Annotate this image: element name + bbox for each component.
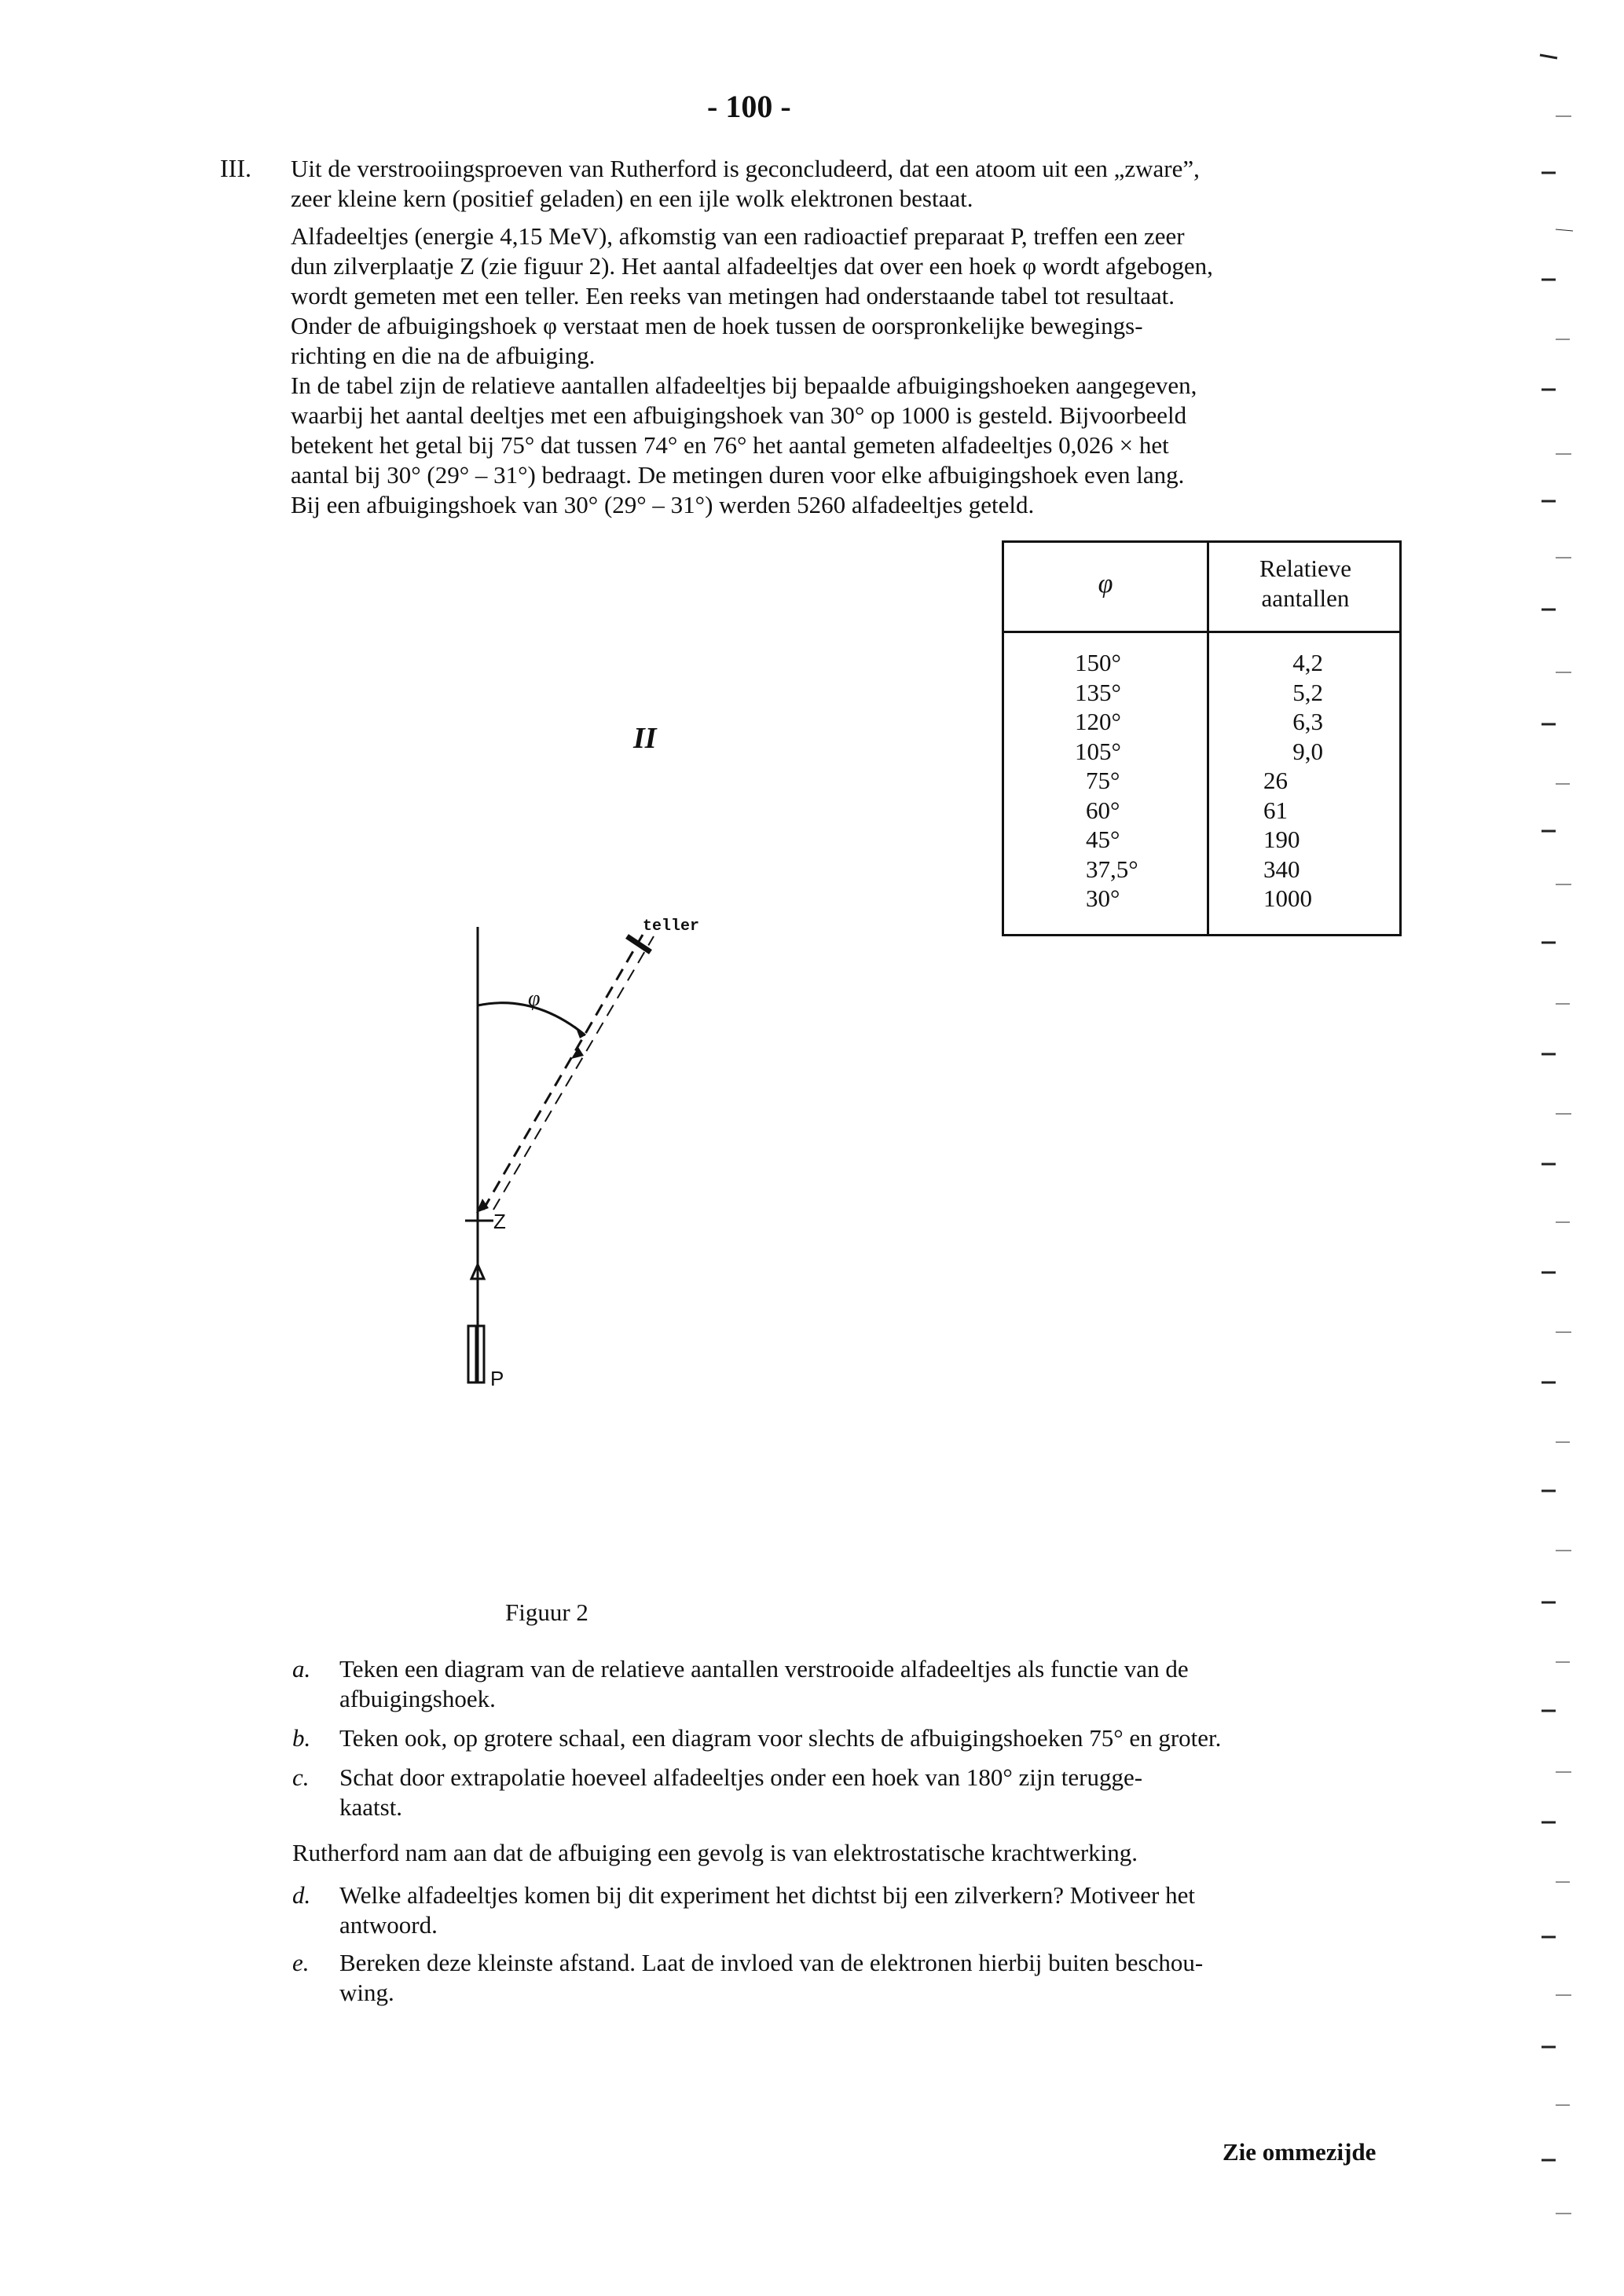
table-cell: 45° xyxy=(1086,826,1120,853)
paragraph-line: aantal bij 30° (29° – 31°) bedraagt. De metingen duren voor elke afbuigingshoek even lang. xyxy=(291,461,1185,489)
table-cell: 6,3 xyxy=(1292,708,1323,735)
rutherford-statement: Rutherford nam aan dat de afbuiging een gevolg is van elektrostatische krachtwerking. xyxy=(292,1839,1138,1866)
paragraph-line: Alfadeeltjes (energie 4,15 MeV), afkomstig van een radioactief preparaat P, treffen een zeer xyxy=(291,222,1185,250)
table-cell: 37,5° xyxy=(1086,855,1138,883)
intro-line-2: zeer kleine kern (positief geladen) en een ijle wolk elektronen bestaat. xyxy=(291,185,973,212)
table-cell: 30° xyxy=(1086,884,1120,912)
paragraph-line: wordt gemeten met een teller. Een reeks van metingen had onderstaande tabel tot resultaat. xyxy=(291,282,1175,309)
p-label: P xyxy=(490,1367,504,1390)
question-line: wing. xyxy=(339,1979,394,2006)
page-number: - 100 - xyxy=(707,89,791,124)
data-table xyxy=(1002,540,1402,936)
question-letter: b. xyxy=(292,1724,311,1752)
intro-line-1: Uit de verstrooiingsproeven van Rutherford is geconcludeerd, dat een atoom uit een „zware”, xyxy=(291,155,1200,182)
table-cell: 105° xyxy=(1075,737,1121,765)
table-cell: 61 xyxy=(1263,796,1288,824)
table-cell: 1000 xyxy=(1263,884,1312,912)
table-cell: 120° xyxy=(1075,708,1121,735)
paragraph-line: betekent het getal bij 75° dat tussen 74° en 76° het aantal gemeten alfadeeltjes 0,026 × het xyxy=(291,431,1169,459)
phi-label: φ xyxy=(528,987,541,1011)
question-line: Teken ook, op grotere schaal, een diagram voor slechts de afbuigingshoeken 75° en groter. xyxy=(339,1724,1222,1752)
table-cell: 340 xyxy=(1263,855,1300,883)
teller-label: teller xyxy=(643,917,700,936)
question-line: afbuigingshoek. xyxy=(339,1685,496,1712)
page-footer: Zie ommezijde xyxy=(1223,2138,1377,2166)
table-column-relative xyxy=(1252,648,1323,914)
table-header-phi: φ xyxy=(1098,569,1113,599)
paragraph-line: Onder de afbuigingshoek φ verstaat men de hoek tussen de oorspronkelijke bewegings- xyxy=(291,312,1143,339)
paragraph-line: richting en die na de afbuiging. xyxy=(291,342,596,369)
table-cell: 60° xyxy=(1086,796,1120,824)
question-line: Schat door extrapolatie hoeveel alfadeeltjes onder een hoek van 180° zijn terugge- xyxy=(339,1763,1143,1791)
table-cell: 26 xyxy=(1263,767,1288,794)
table-header-line: aantallen xyxy=(1261,584,1350,612)
question-number: III. xyxy=(220,154,251,182)
table-cell: 9,0 xyxy=(1292,737,1323,765)
question-line: antwoord. xyxy=(339,1911,438,1939)
table-header-relative xyxy=(1209,554,1402,613)
question-letter: a. xyxy=(292,1655,311,1683)
table-column-phi xyxy=(1075,648,1138,914)
table-cell: 150° xyxy=(1075,649,1121,676)
figure-diagram xyxy=(440,895,770,1406)
table-cell: 75° xyxy=(1086,767,1120,794)
paragraph-line: Bij een afbuigingshoek van 30° (29° – 31°) werden 5260 alfadeeltjes geteld. xyxy=(291,491,1035,518)
table-cell: 135° xyxy=(1075,678,1121,706)
question-letter: c. xyxy=(292,1763,310,1791)
figure-caption: Figuur 2 xyxy=(505,1598,588,1626)
paragraph-line: dun zilverplaatje Z (zie figuur 2). Het aantal alfadeeltjes dat over een hoek φ wordt afgebogen, xyxy=(291,252,1213,280)
question-letter: d. xyxy=(292,1881,311,1909)
paragraph-line: waarbij het aantal deeltjes met een afbuigingshoek van 30° op 1000 is gesteld. Bijvoorbeeld xyxy=(291,401,1187,429)
question-letter: e. xyxy=(292,1949,310,1976)
table-header-line: Relatieve xyxy=(1259,555,1352,582)
question-line: Bereken deze kleinste afstand. Laat de invloed van de elektronen hierbij buiten beschou- xyxy=(339,1949,1204,1976)
z-label: Z xyxy=(493,1210,506,1233)
figure-roman-label: II xyxy=(633,722,657,755)
table-cell: 4,2 xyxy=(1292,649,1323,676)
scan-edge-marks xyxy=(1524,47,1619,2247)
question-line: Teken een diagram van de relatieve aantallen verstrooide alfadeeltjes als functie van de xyxy=(339,1655,1189,1683)
question-line: Welke alfadeeltjes komen bij dit experiment het dichtst bij een zilverkern? Motiveer het xyxy=(339,1881,1195,1909)
table-cell: 190 xyxy=(1263,826,1300,853)
question-line: kaatst. xyxy=(339,1793,403,1821)
table-divider xyxy=(1004,631,1399,633)
paragraph-line: In de tabel zijn de relatieve aantallen alfadeeltjes bij bepaalde afbuigingshoeken aangegeven, xyxy=(291,372,1197,399)
table-cell: 5,2 xyxy=(1292,678,1323,706)
